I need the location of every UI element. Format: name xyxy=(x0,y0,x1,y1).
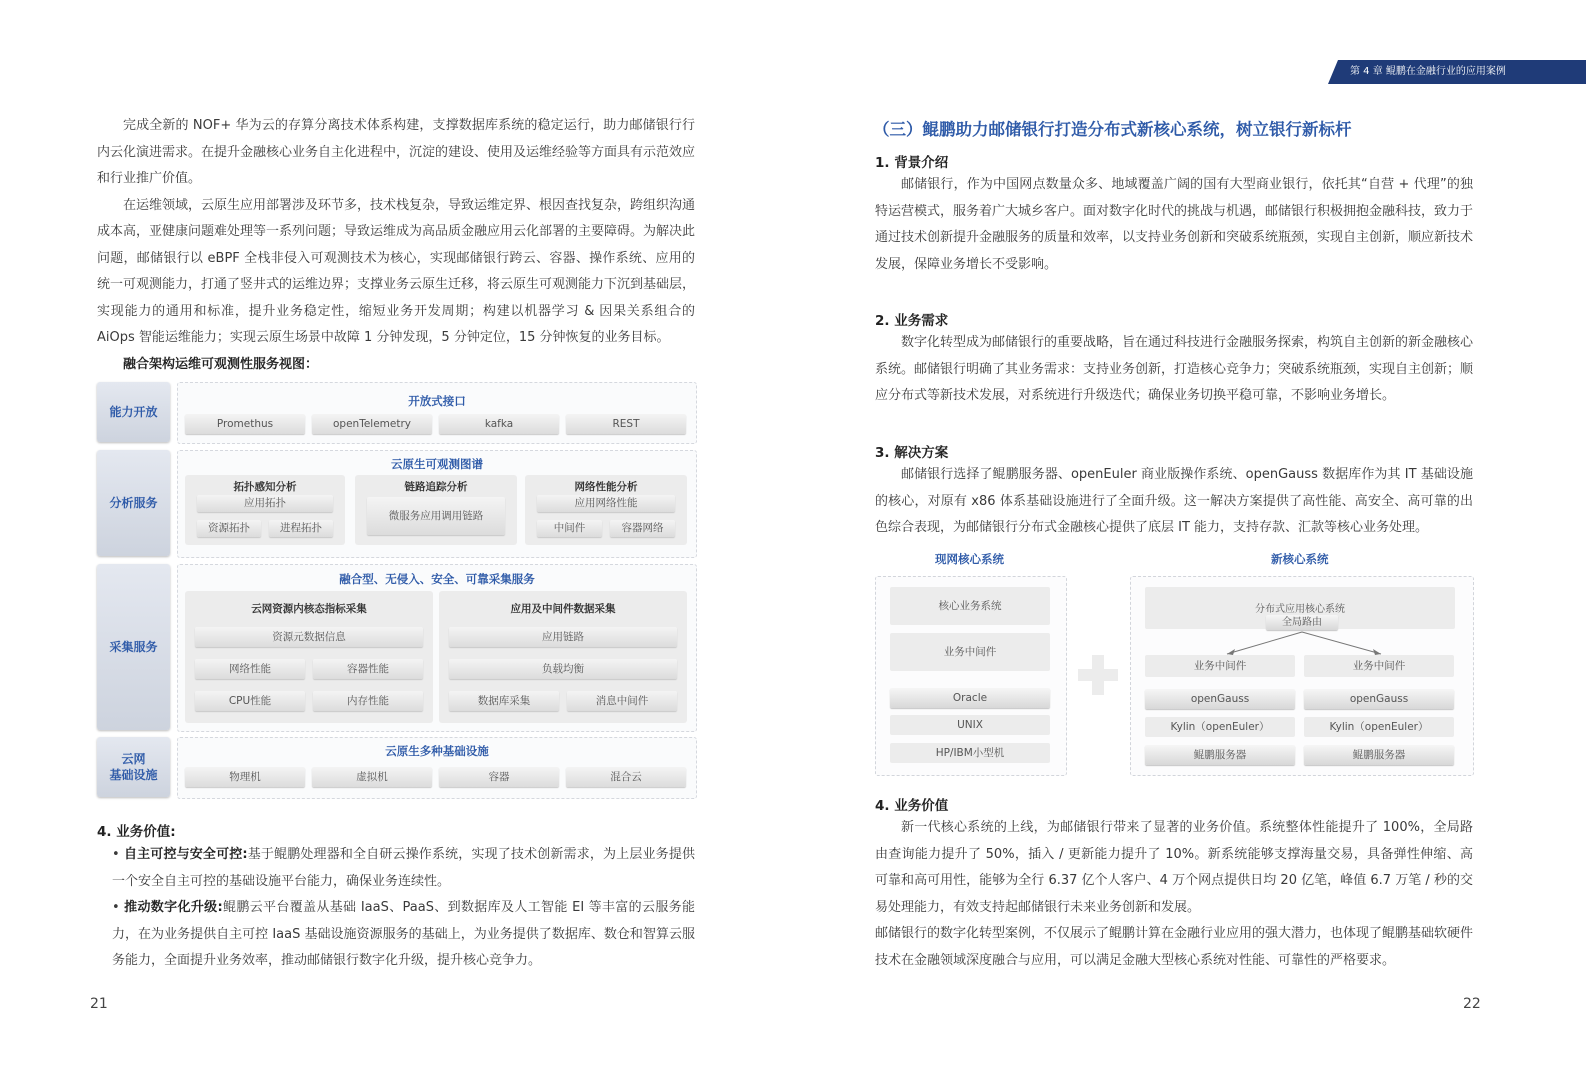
analysis-service-panel xyxy=(177,450,697,558)
app-middleware-group xyxy=(439,591,687,723)
new-core-item: 鲲鹏服务器 xyxy=(1145,745,1295,765)
section-heading: 1. 背景介绍 xyxy=(875,155,949,171)
analysis-chip: 应用拓扑 xyxy=(197,495,333,512)
section-heading: 3. 解决方案 xyxy=(875,445,949,461)
old-core-item: UNIX xyxy=(890,715,1050,735)
analysis-chip: 资源拓扑 xyxy=(197,520,261,537)
network-analysis-group xyxy=(525,475,687,545)
analysis-chip: 微服务应用调用链路 xyxy=(367,497,505,535)
left-intro-paragraphs xyxy=(97,113,695,378)
page-number: 22 xyxy=(1463,996,1481,1012)
paragraph: 数字化转型成为邮储银行的重要战略，旨在通过科技进行金融服务探索，构筑自主创新的新金融核心系统。邮储银行明确了其业务需求：支持业务创新，打造核心竞争力；突破系统瓶颈，实现自主创新；顺应分布式等新技术发展，对系统进行升级迭代；确保业务切换平稳可靠，不影响业务增长。 xyxy=(875,335,1474,403)
chapter-tag: 第 4 章 鲲鹏在金融行业的应用案例 xyxy=(1328,60,1586,84)
kernel-metrics-group xyxy=(185,591,433,723)
row-label-line: 云网 xyxy=(121,752,146,766)
infra-chip: 容器 xyxy=(439,767,559,787)
infra-chip: 物理机 xyxy=(185,767,305,787)
old-core-item: Oracle xyxy=(890,688,1050,708)
collection-chip: 消息中间件 xyxy=(567,691,677,711)
value-heading: 4. 业务价值: xyxy=(97,824,176,840)
infra-chip: 虚拟机 xyxy=(312,767,432,787)
analysis-chip: 应用网络性能 xyxy=(537,495,675,512)
right-page xyxy=(793,0,1586,1076)
collection-chip: 网络性能 xyxy=(195,659,305,679)
new-core-item: 业务中间件 xyxy=(1304,655,1454,677)
group-title: 应用及中间件数据采集 xyxy=(510,603,616,615)
analysis-chip: 中间件 xyxy=(537,520,602,537)
new-core-item: openGauss xyxy=(1145,689,1295,709)
old-core-title: 现网核心系统 xyxy=(935,552,1004,566)
new-core-top-label: 分布式应用核心系统 xyxy=(1255,604,1345,615)
group-title: 云网资源内核态指标采集 xyxy=(251,603,367,615)
interface-chip: REST xyxy=(566,414,686,434)
section-text xyxy=(875,330,1473,410)
old-core-box xyxy=(875,576,1067,776)
open-interface-panel xyxy=(177,382,697,444)
bullet-text: 鲲鹏云平台覆盖从基础 IaaS、PaaS、到数据库及人工智能 EI 等丰富的云服务能力，在为业务提供自主可控 IaaS 基础设施资源服务的基础上，为业务提供了数据库、数仓和智算云服务能力，全面提升业务效率，推动邮储银行数字化升级，提升核心竞争力。 xyxy=(112,900,695,968)
collection-chip: CPU性能 xyxy=(195,691,305,711)
panel-title: 云原生多种基础设施 xyxy=(385,744,489,758)
panel-title: 开放式接口 xyxy=(408,394,466,408)
section-text xyxy=(875,462,1473,542)
new-core-item: Kylin（openEuler） xyxy=(1304,717,1454,737)
core-system-diagram xyxy=(873,548,1475,783)
bullet-item: • 推动数字化升级:鲲鹏云平台覆盖从基础 IaaS、PaaS、到数据库及人工智能 EI 等丰富的云服务能力，在为业务提供自主可控 IaaS 基础设施资源服务的基础上，为业务提供了数据库、数仓和智算云服务能力，全面提升业务效率，推动邮储银行数字化升级，提升核心竞争力。 xyxy=(112,900,695,968)
section-heading: 2. 业务需求 xyxy=(875,313,949,329)
paragraph: 新一代核心系统的上线，为邮储银行带来了显著的业务价值。系统整体性能提升了 100%，全局路由查询能力提升了 50%，插入 / 更新能力提升了 10%。新系统能够支撑海量交易，具备弹性伸缩、高可靠和高可用性，能够为全行 6.37 亿个人客户、4 万个网点提供日均 20 亿笔，峰值 6.7 万笔 / 秒的交易处理能力，有效支持起邮储银行未来业务创新和发展。 xyxy=(875,820,1473,915)
paragraph: 邮储银行选择了鲲鹏服务器、openEuler 商业版操作系统、openGauss 数据库作为其 IT 基础设施的核心，对原有 x86 体系基础设施进行了全面升级。这一解决方案提供了高性能、高安全、高可靠的出色综合表现，为邮储银行分布式金融核心提供了底层 IT 能力，支持存款、汇款等核心业务处理。 xyxy=(875,467,1473,535)
diagram-caption: 融合架构运维可观测性服务视图： xyxy=(123,356,319,372)
collection-chip: 数据库采集 xyxy=(449,691,559,711)
row-label: 能力开放 xyxy=(97,382,170,442)
new-core-box xyxy=(1130,576,1474,776)
group-title: 链路追踪分析 xyxy=(404,481,468,493)
paragraph: 邮储银行的数字化转型案例，不仅展示了鲲鹏计算在金融行业应用的强大潜力，也体现了鲲鹏基础软硬件技术在金融领域深度融合与应用，可以满足金融大型核心系统对性能、可靠性的严格要求。 xyxy=(875,926,1474,968)
analysis-chip: 进程拓扑 xyxy=(269,520,333,537)
page-number: 21 xyxy=(90,996,108,1012)
section-text xyxy=(875,172,1473,278)
bullet-item: • 自主可控与安全可控:基于鲲鹏处理器和全自研云操作系统，实现了技术创新需求，为上层业务提供一个安全自主可控的基础设施平台能力，确保业务连续性。 xyxy=(112,847,695,889)
section-text xyxy=(875,815,1473,974)
bullet-text: 基于鲲鹏处理器和全自研云操作系统，实现了技术创新需求，为上层业务提供一个安全自主可控的基础设施平台能力，确保业务连续性。 xyxy=(112,847,695,889)
group-title: 网络性能分析 xyxy=(574,481,638,493)
analysis-chip: 容器网络 xyxy=(610,520,675,537)
old-core-item: 业务中间件 xyxy=(890,633,1050,671)
infrastructure-panel xyxy=(177,737,697,799)
new-core-title: 新核心系统 xyxy=(1271,552,1329,566)
paragraph: 在运维领域，云原生应用部署涉及环节多，技术栈复杂，导致运维定界、根因查找复杂，跨组织沟通成本高，亚健康问题难处理等一系列问题；导致运维成为高品质金融应用云化部署的主要障碍。为解决此问题，邮储银行以 eBPF 全栈非侵入可观测技术为核心，实现邮储银行跨云、容器、操作系统、应用的统一可观测能力，打通了竖井式的运维边界；支撑业务云原生迁移，将云原生可观测能力下沉到基础层，实现能力的通用和标准，提升业务稳定性，缩短业务开发周期；构建以机器学习 & 因果关系组合的 AiOps 智能运维能力；实现云原生场景中故障 1 分钟发现，5 分钟定位，15 分钟恢复的业务目标。 xyxy=(97,197,696,345)
value-bullets xyxy=(112,842,695,975)
interface-chip: kafka xyxy=(439,414,559,434)
old-core-item: HP/IBM小型机 xyxy=(890,743,1050,763)
new-core-item: openGauss xyxy=(1304,689,1454,709)
new-core-item: 鲲鹏服务器 xyxy=(1304,745,1454,765)
bullet-lead: 推动数字化升级: xyxy=(124,900,223,915)
new-core-item: Kylin（openEuler） xyxy=(1145,717,1295,737)
paragraph: 完成全新的 NOF+ 华为云的存算分离技术体系构建，支撑数据库系统的稳定运行，助力邮储银行行内云化演进需求。在提升金融核心业务自主化进程中，沉淀的建设、使用及运维经验等方面具有示范效应和行业推广价值。 xyxy=(97,118,696,186)
bullet-lead: 自主可控与安全可控: xyxy=(123,847,248,862)
new-core-item: 业务中间件 xyxy=(1145,655,1295,677)
collection-chip: 容器性能 xyxy=(313,659,423,679)
paragraph: 邮储银行，作为中国网点数量众多、地域覆盖广阔的国有大型商业银行，依托其“自营 + 代理”的独特运营模式，服务着广大城乡客户。面对数字化时代的挑战与机遇，邮储银行积极拥抱金融科技，致力于通过技术创新提升金融服务的质量和效率，以支持业务创新和突破系统瓶颈，实现自主创新，顺应新技术发展，保障业务增长不受影响。 xyxy=(875,177,1474,272)
observability-architecture-diagram xyxy=(97,382,697,797)
interface-chip: Promethus xyxy=(185,414,305,434)
plus-icon xyxy=(1078,655,1118,695)
collection-chip: 应用链路 xyxy=(449,627,677,647)
collection-service-panel xyxy=(177,564,697,732)
group-title: 拓扑感知分析 xyxy=(233,481,297,493)
row-label-line: 基础设施 xyxy=(109,768,158,782)
row-label xyxy=(97,737,170,797)
infra-chip: 混合云 xyxy=(566,767,686,787)
panel-title: 云原生可观测图谱 xyxy=(391,457,483,471)
collection-chip: 负载均衡 xyxy=(449,659,677,679)
row-label: 分析服务 xyxy=(97,450,170,556)
global-router: 全局路由 xyxy=(1266,615,1338,630)
old-core-item: 核心业务系统 xyxy=(890,587,1050,625)
interface-chip: openTelemetry xyxy=(312,414,432,434)
section-title: （三）鲲鹏助力邮储银行打造分布式新核心系统，树立银行新标杆 xyxy=(873,120,1352,139)
collection-chip: 内存性能 xyxy=(313,691,423,711)
section-heading: 4. 业务价值 xyxy=(875,798,949,814)
collection-chip: 资源元数据信息 xyxy=(195,627,423,647)
panel-title: 融合型、无侵入、安全、可靠采集服务 xyxy=(339,572,535,586)
trace-analysis-group xyxy=(355,475,517,545)
row-label: 采集服务 xyxy=(97,564,170,730)
topology-analysis-group xyxy=(185,475,345,545)
